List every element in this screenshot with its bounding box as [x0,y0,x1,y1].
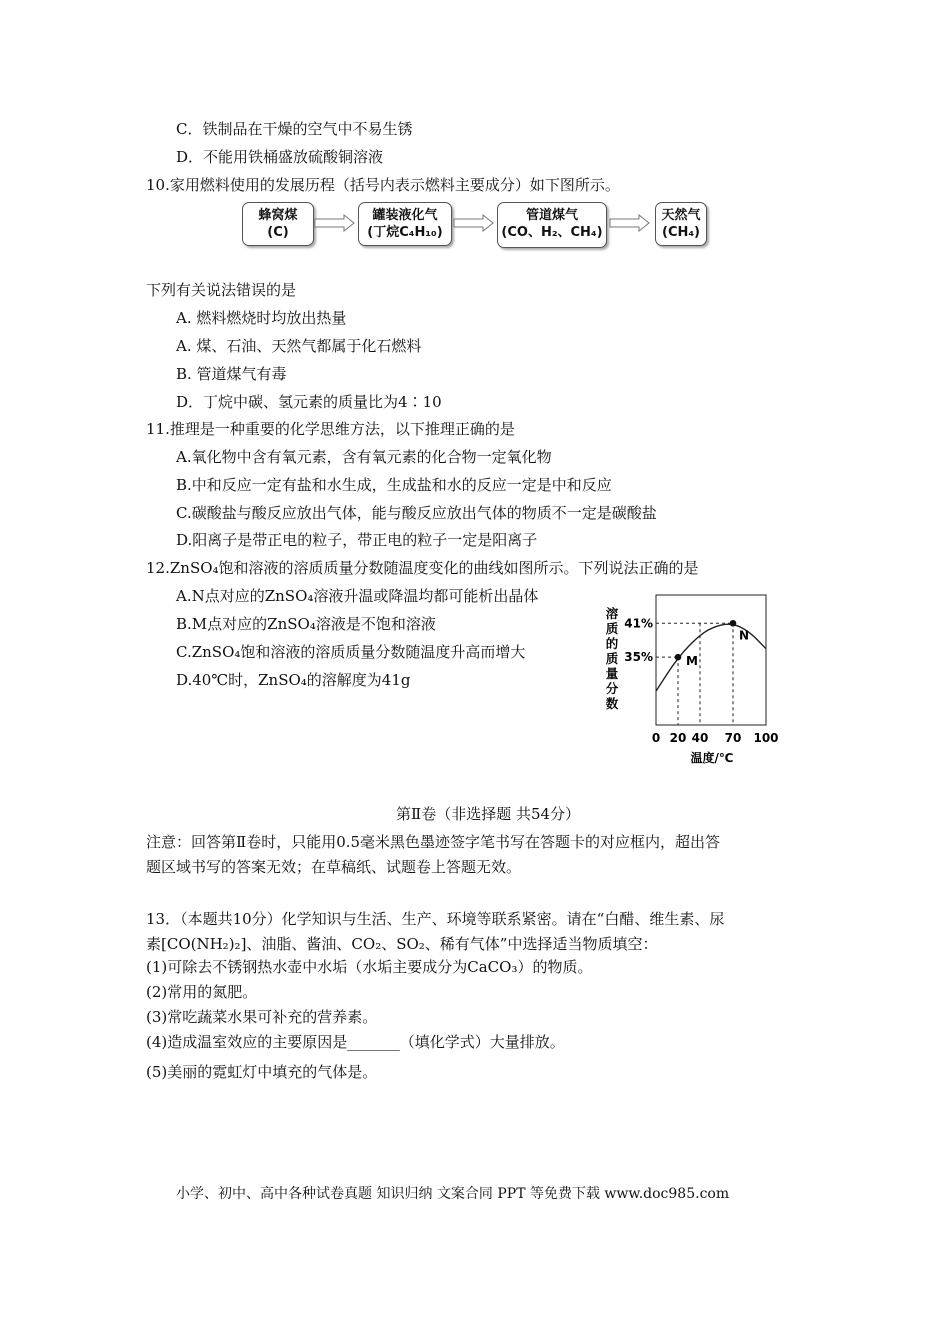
y-axis-label-char: 量 [605,666,619,681]
chart-frame [656,595,766,725]
part2-note-line2: 题区域书写的答案无效；在草稿纸、试题卷上答题无效。 [146,858,522,876]
flow-box-natural-gas [655,202,707,246]
q11-stem: 11.推理是一种重要的化学思维方法，以下推理正确的是 [146,420,515,438]
q12-option-a: A.N点对应的ZnSO₄溶液升温或降温均都可能析出晶体 [176,587,539,605]
y-axis-label-char: 的 [605,636,619,651]
flow-box-composition: (丁烷C₄H₁₀) [367,225,443,240]
q13-subquestion-4: (4)造成温室效应的主要原因是_______（填化学式）大量排放。 [146,1033,565,1051]
flow-arrow-icon [453,214,495,232]
flow-arrow-icon [314,214,356,232]
flow-arrow-icon [609,214,651,232]
q13-stem-line2: 素[CO(NH₂)₂]、油脂、酱油、CO₂、SO₂、稀有气体”中选择适当物质填空： [146,935,658,953]
x-tick-label: 20 [669,731,687,745]
data-label-m: M [686,654,698,669]
q12-option-c: C.ZnSO₄饱和溶液的溶质质量分数随温度升高而增大 [176,643,526,661]
page-footer: 小学、初中、高中各种试卷真题 知识归纳 文案合同 PPT 等免费下载 www.doc985.com [176,1186,730,1202]
part2-title: 第Ⅱ卷（非选择题 共54分） [396,805,581,823]
x-tick-label: 100 [753,731,779,745]
y-tick-label: 41% [624,616,653,631]
series-line [656,624,766,691]
y-axis-label-char: 数 [605,696,619,711]
flow-box-pipeline-gas [497,202,607,248]
q10-option-1: A. 燃料燃烧时均放出热量 [176,309,347,327]
q10-option-4: D．丁烷中碳、氢元素的质量比为4∶10 [176,393,442,411]
data-point-m [675,654,682,661]
q13-subquestion-2: (2)常用的氮肥。 [146,983,258,1001]
flow-box-lpg [358,202,452,246]
data-point-n [730,620,737,627]
q12-stem: 12.ZnSO₄饱和溶液的溶质质量分数随温度变化的曲线如图所示。下列说法正确的是 [146,559,699,577]
part2-note-line1: 注意：回答第Ⅱ卷时，只能用0.5毫米黑色墨迹签字笔书写在答题卡的对应框内，超出答 [146,833,721,851]
q10-option-3: B. 管道煤气有毒 [176,365,287,383]
q10-prompt: 下列有关说法错误的是 [146,281,297,299]
q9-option-d: D．不能用铁桶盛放硫酸铜溶液 [176,148,384,166]
x-tick-label: 70 [724,731,742,745]
q12-option-d: D.40℃时，ZnSO₄的溶解度为41g [176,671,411,689]
q13-stem-line1: 13．（本题共10分）化学知识与生活、生产、环境等联系紧密。请在“白醋、维生素、尿 [146,910,725,928]
q11-option-d: D.阳离子是带正电的粒子，带正电的粒子一定是阳离子 [176,531,538,549]
flow-box-composition: (C) [267,225,289,240]
q10-stem: 10.家用燃料使用的发展历程（括号内表示燃料主要成分）如下图所示。 [146,176,620,194]
flow-box-composition: (CH₄) [662,225,700,240]
q13-subquestion-1: (1)可除去不锈钢热水壶中水垢（水垢主要成分为CaCO₃）的物质。 [146,958,593,976]
q12-option-b: B.M点对应的ZnSO₄溶液是不饱和溶液 [176,615,436,633]
flow-box-honeycomb-coal [242,202,314,246]
q11-option-c: C.碳酸盐与酸反应放出气体，能与酸反应放出气体的物质不一定是碳酸盐 [176,504,657,522]
flow-box-composition: (CO、H₂、CH₄) [501,225,603,240]
q13-subquestion-5: (5)美丽的霓虹灯中填充的气体是。 [146,1063,378,1081]
q11-option-a: A.氧化物中含有氧元素，含有氧元素的化合物一定氧化物 [176,448,552,466]
flow-box-name: 蜂窝煤 [258,208,298,223]
y-axis-label-char: 质 [605,621,619,636]
q10-option-2: A. 煤、石油、天然气都属于化石燃料 [176,337,422,355]
y-tick-label: 35% [624,650,653,665]
solubility-chart [598,588,788,768]
q9-option-c: C．铁制品在干燥的空气中不易生锈 [176,120,413,138]
x-tick-label: 40 [691,731,709,745]
x-tick-label: 0 [651,731,661,745]
q13-subquestion-3: (3)常吃蔬菜水果可补充的营养素。 [146,1008,378,1026]
y-axis-label-char: 溶 [605,606,619,621]
flow-box-name: 天然气 [661,208,701,223]
x-axis-label: 温度/℃ [690,751,734,765]
y-axis-label-char: 分 [605,681,619,696]
data-label-n: N [739,628,750,643]
flow-box-name: 管道煤气 [525,208,578,223]
y-axis-label-char: 质 [605,651,619,666]
q11-option-b: B.中和反应一定有盐和水生成，生成盐和水的反应一定是中和反应 [176,476,612,494]
y-axis-label [606,606,619,711]
flow-box-name: 罐装液化气 [372,208,438,223]
